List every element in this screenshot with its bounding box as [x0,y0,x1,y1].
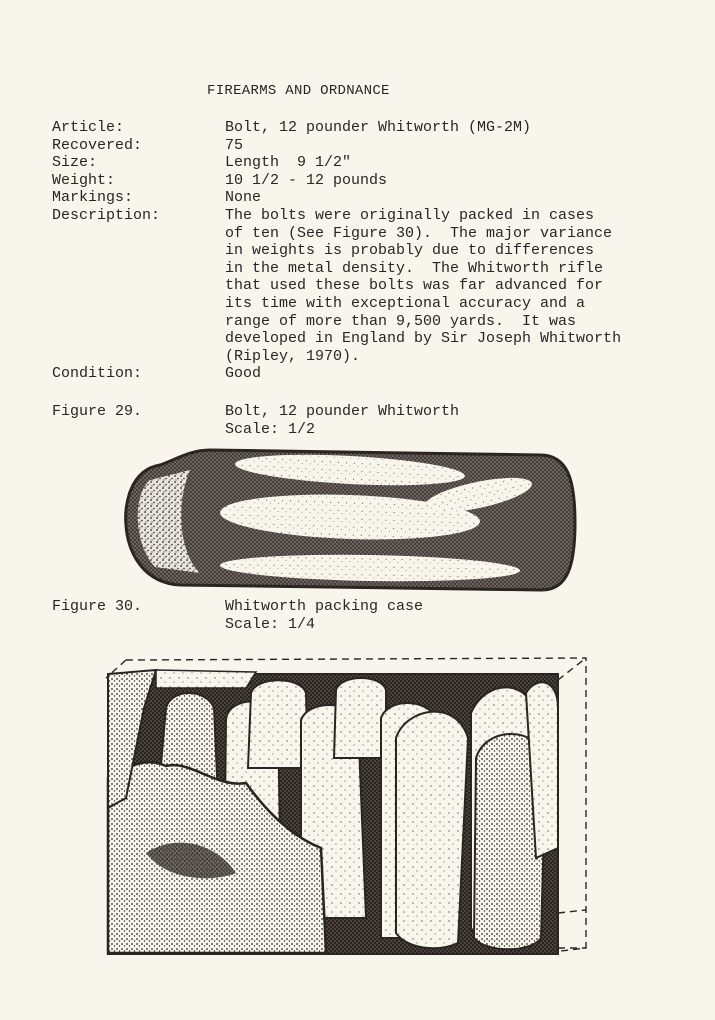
figure-text [225,403,459,438]
figure-label: Figure 30. [52,598,143,615]
field-value: Good [225,365,262,383]
field-value: None [225,189,262,207]
field-size [52,154,652,172]
page-title: FIREARMS AND ORDNANCE [207,83,390,99]
field-label: Weight: [52,171,116,189]
packing-case-illustration [96,648,596,958]
field-value: The bolts were originally packed in cases of ten (See Figure 30). The major variance in weights is probably due to differences in the metal density. The Whitworth rifle that used these bolts was far advanced for its time with exceptional accuracy and a range of more than 9,500 yards. It was developed in England by Sir Joseph Whitworth (Ripley, 1970). [225,206,622,365]
field-label: Condition: [52,365,143,383]
figure-text [225,598,423,633]
artifact-fields [52,119,652,383]
field-label: Markings: [52,189,134,207]
field-value: 75 [225,136,244,154]
field-condition [52,365,652,383]
field-label: Recovered: [52,136,143,154]
figure-scale: Scale: 1/2 [225,420,316,438]
field-value: 10 1/2 - 12 pounds [225,171,388,189]
field-label: Article: [52,119,125,136]
field-value: Length 9 1/2" [225,154,352,172]
figure-29-caption [52,403,652,438]
figure-title: Bolt, 12 pounder Whitworth [225,403,460,420]
field-article [52,119,652,137]
field-label: Description: [52,206,161,224]
figure-title: Whitworth packing case [225,598,424,615]
field-recovered [52,137,652,155]
figure-30-caption [52,598,652,633]
field-weight [52,172,652,190]
bolt-illustration [120,445,580,595]
figure-label: Figure 29. [52,403,143,420]
field-label: Size: [52,154,98,172]
field-value: Bolt, 12 pounder Whitworth (MG-2M) [225,119,532,136]
field-description [52,207,652,365]
figure-scale: Scale: 1/4 [225,615,316,633]
field-markings [52,189,652,207]
